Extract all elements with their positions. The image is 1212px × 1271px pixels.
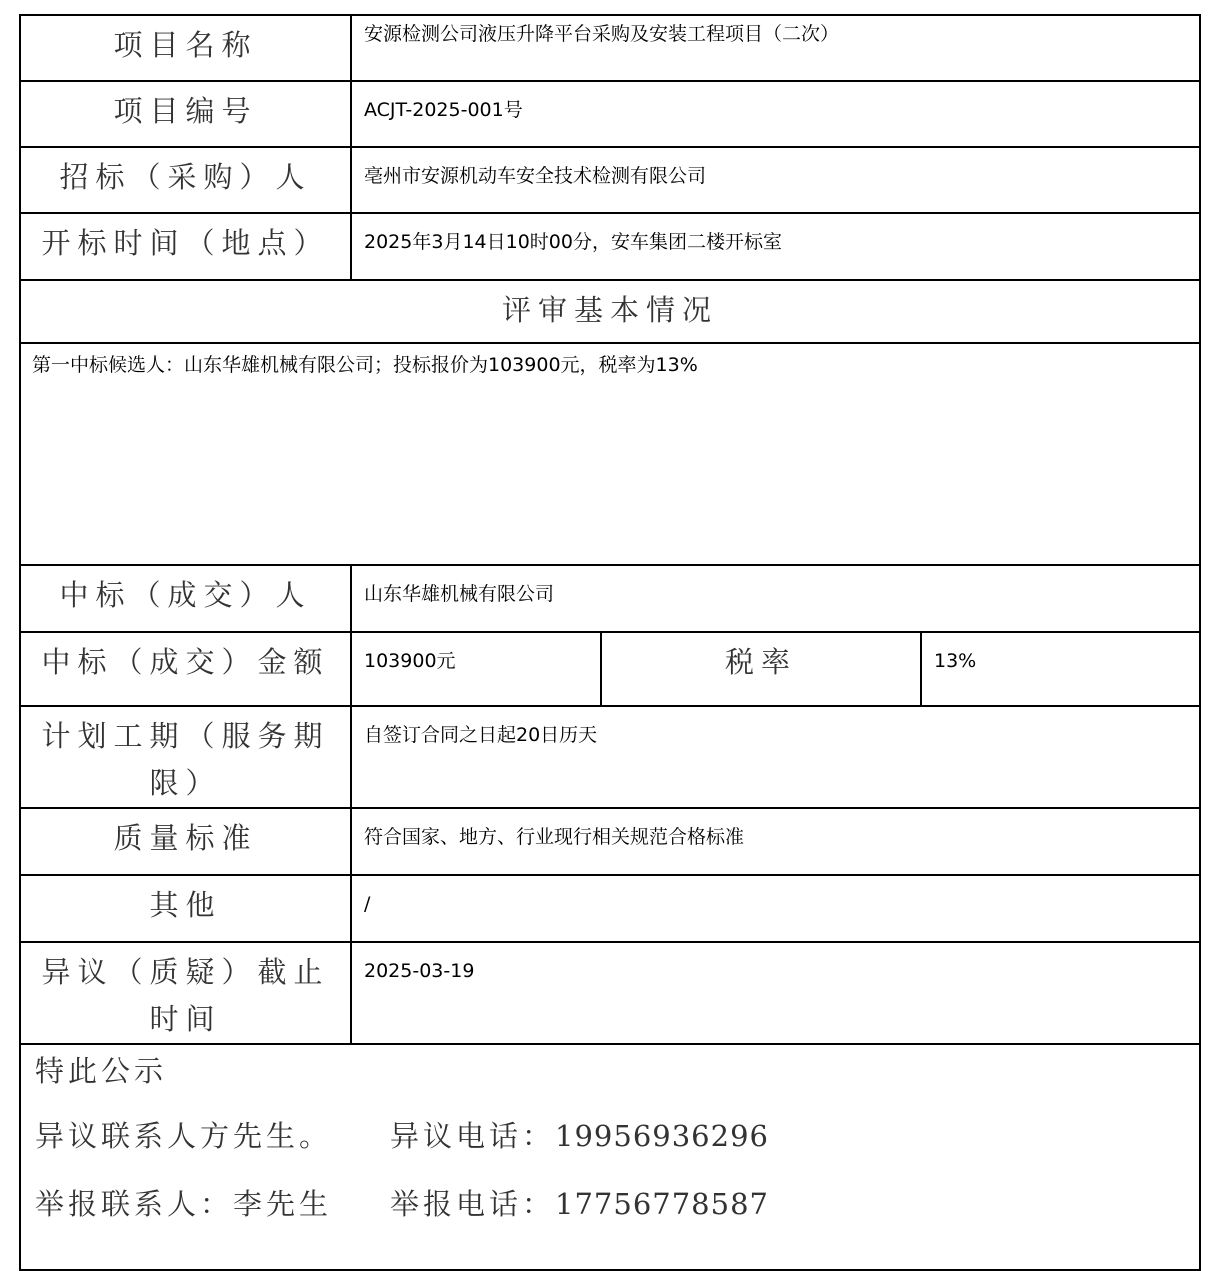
value-winner: 山东华雄机械有限公司	[351, 565, 1200, 632]
row-amount	[20, 632, 1200, 706]
report-contact: 举报联系人：李先生	[35, 1187, 333, 1221]
value-project-name: 安源检测公司液压升降平台采购及安装工程项目（二次）	[351, 15, 1200, 81]
label-period: 计划工期（服务期限）	[20, 706, 351, 808]
value-purchaser: 亳州市安源机动车安全技术检测有限公司	[351, 147, 1200, 213]
row-objection-deadline	[20, 942, 1200, 1044]
objection-contact: 异议联系人方先生。	[35, 1119, 333, 1153]
notice-heading: 特此公示	[35, 1054, 168, 1088]
row-footer	[20, 1044, 1200, 1270]
report-phone-label: 举报电话：	[390, 1187, 556, 1221]
value-objection-deadline: 2025-03-19	[351, 942, 1200, 1044]
label-amount: 中标（成交）金额	[20, 632, 351, 706]
value-amount: 103900元	[351, 632, 601, 706]
objection-phone-label: 异议电话：	[390, 1119, 556, 1153]
row-project-name	[20, 15, 1200, 81]
report-contact-line	[35, 1179, 1185, 1247]
row-quality	[20, 808, 1200, 875]
label-opening: 开标时间（地点）	[20, 213, 351, 280]
label-other: 其他	[20, 875, 351, 942]
value-project-no: ACJT-2025-001号	[351, 81, 1200, 147]
objection-phone: 19956936296	[555, 1119, 769, 1153]
value-quality: 符合国家、地方、行业现行相关规范合格标准	[351, 808, 1200, 875]
report-phone: 17756778587	[555, 1187, 769, 1221]
footer-notice-block	[20, 1044, 1200, 1270]
label-project-no: 项目编号	[20, 81, 351, 147]
label-winner: 中标（成交）人	[20, 565, 351, 632]
row-winner	[20, 565, 1200, 632]
review-section-title: 评审基本情况	[20, 280, 1200, 343]
label-objection-deadline: 异议（质疑）截止时间	[20, 942, 351, 1044]
value-opening: 2025年3月14日10时00分，安车集团二楼开标室	[351, 213, 1200, 280]
row-purchaser	[20, 147, 1200, 213]
label-tax-rate: 税率	[601, 632, 921, 706]
label-purchaser: 招标（采购）人	[20, 147, 351, 213]
label-project-name: 项目名称	[20, 15, 351, 81]
value-period: 自签订合同之日起20日历天	[351, 706, 1200, 808]
label-quality: 质量标准	[20, 808, 351, 875]
row-project-no	[20, 81, 1200, 147]
row-other	[20, 875, 1200, 942]
value-tax-rate: 13%	[921, 632, 1200, 706]
row-opening	[20, 213, 1200, 280]
objection-contact-line	[35, 1111, 1185, 1179]
award-notice-table	[19, 14, 1201, 1271]
review-description: 第一中标候选人：山东华雄机械有限公司；投标报价为103900元，税率为13%	[20, 343, 1200, 565]
value-other: /	[351, 875, 1200, 942]
row-period	[20, 706, 1200, 808]
row-review-title	[20, 280, 1200, 343]
row-review-text	[20, 343, 1200, 565]
